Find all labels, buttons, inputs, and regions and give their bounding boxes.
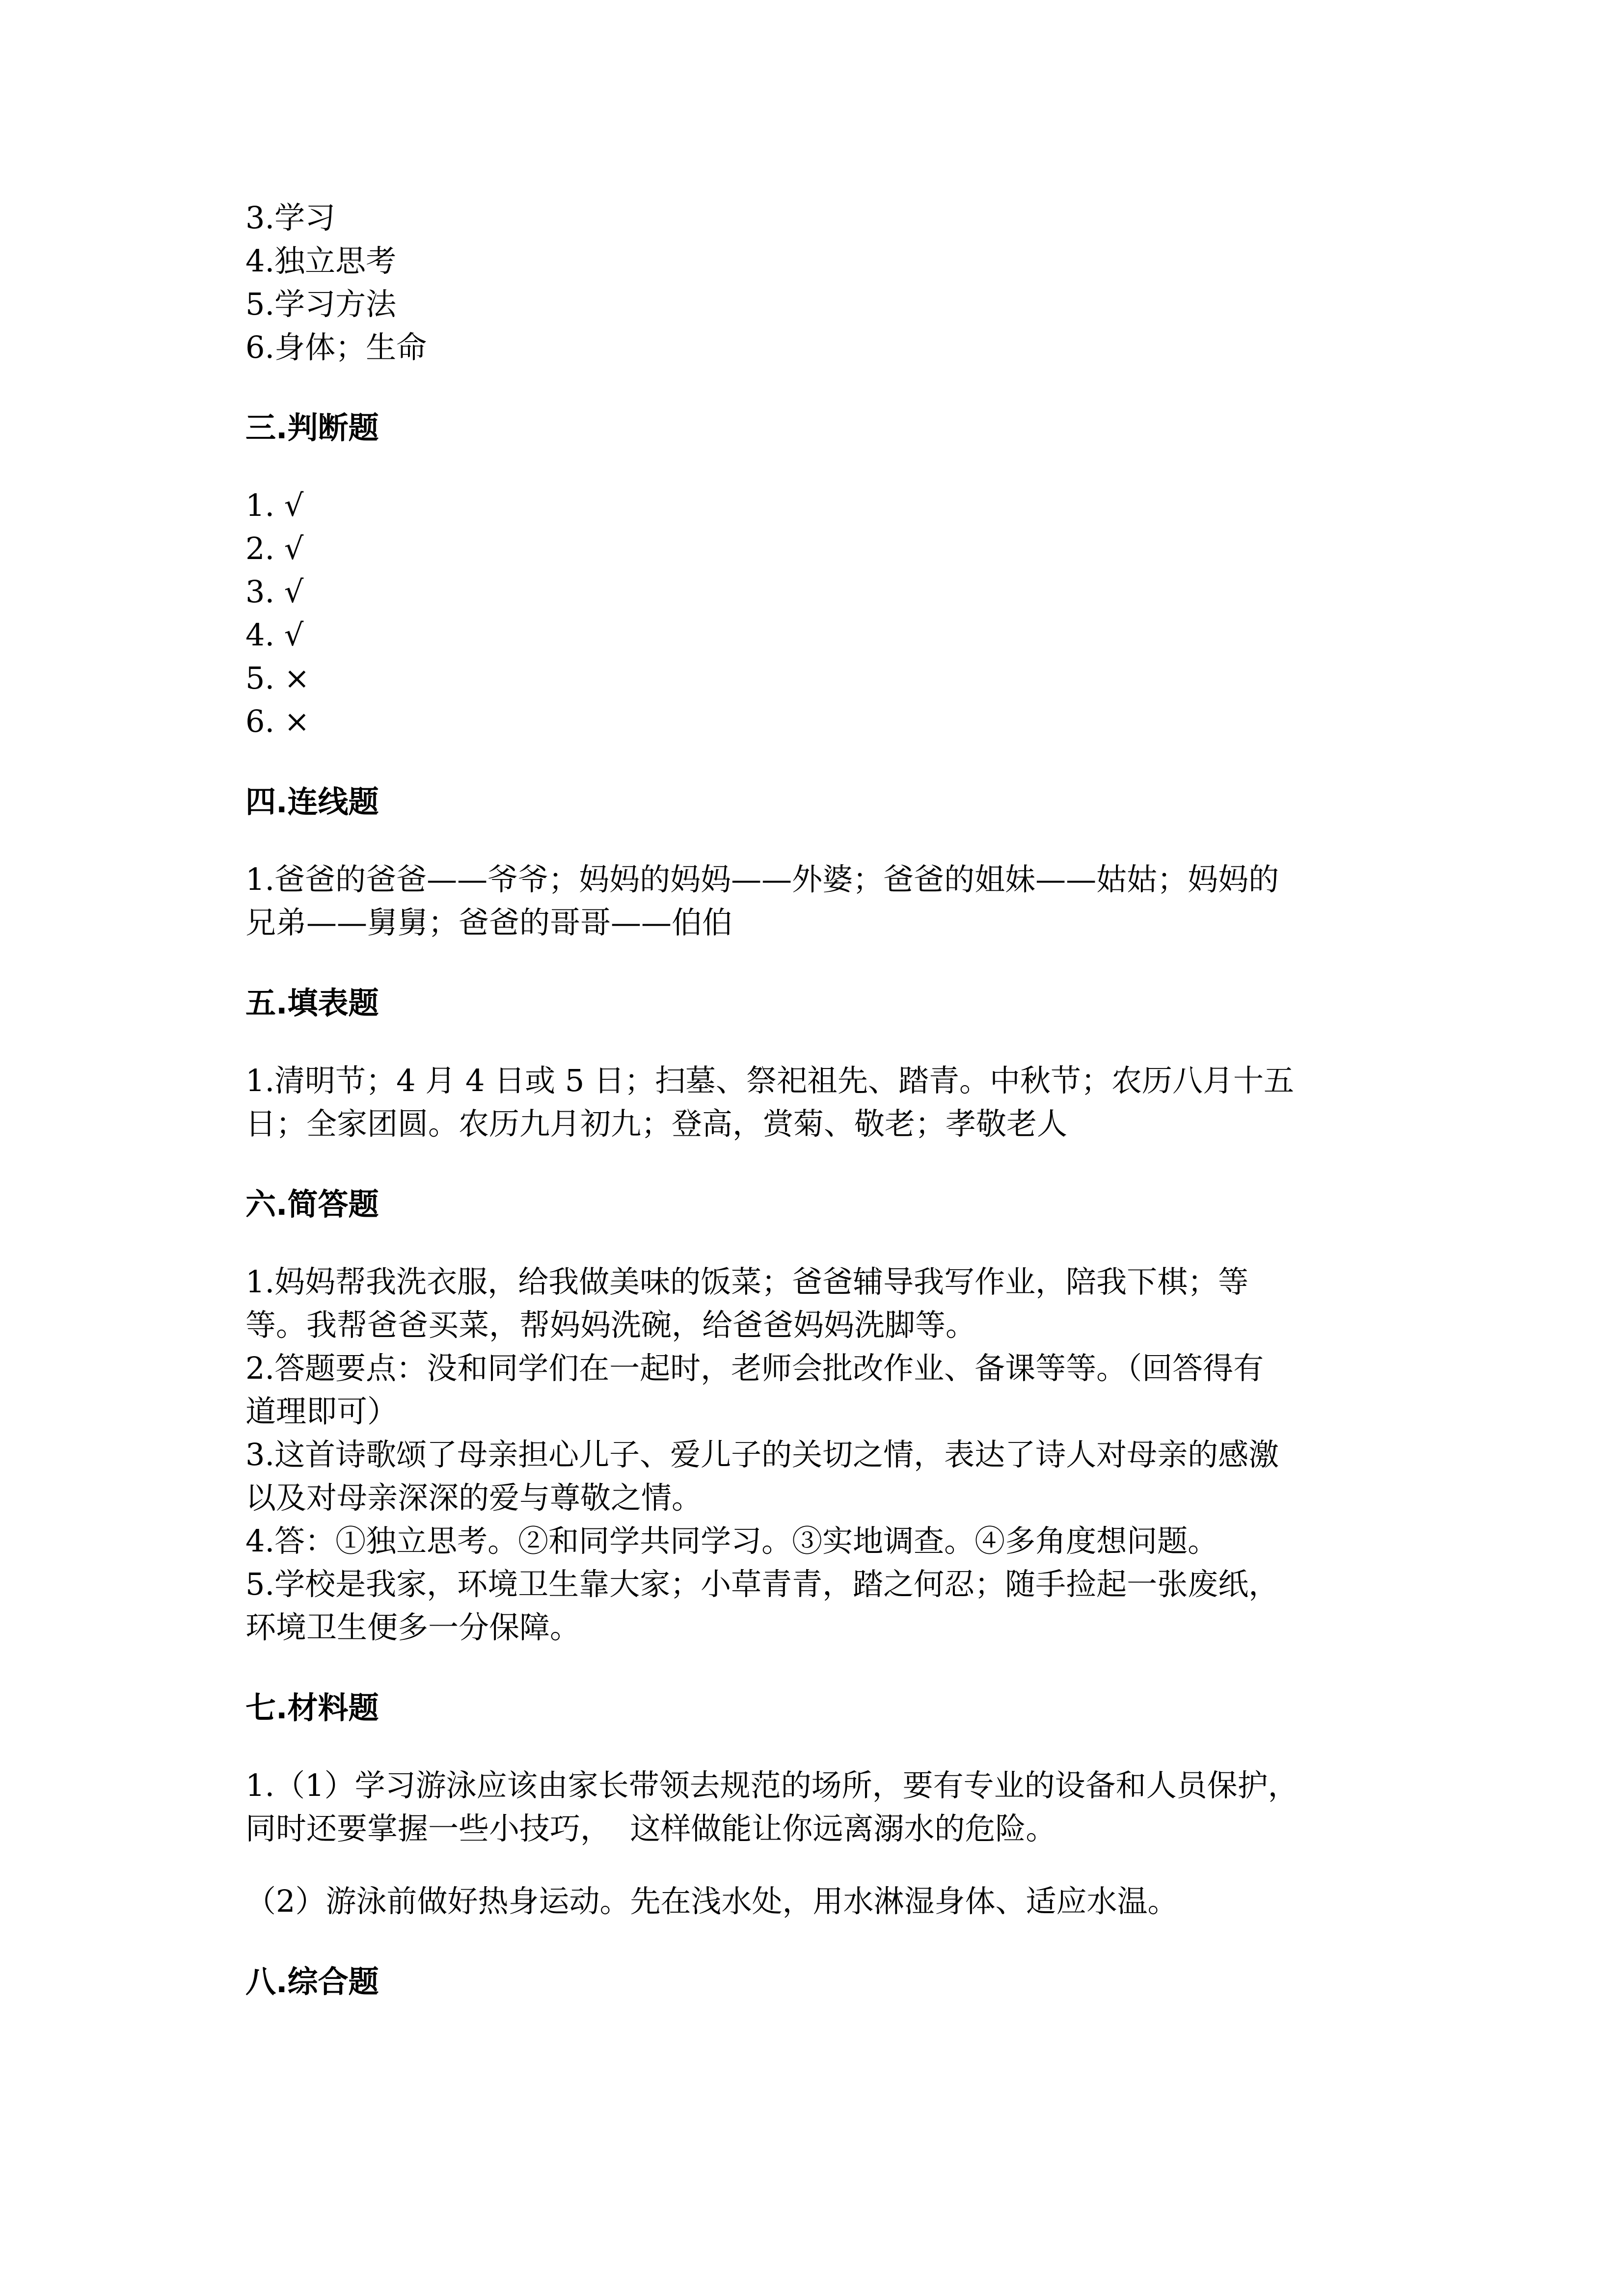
answer-line: 同时还要掌握一些小技巧， 这样做能让你远离溺水的危险。 <box>245 1811 1056 1846</box>
answer-line: 等。我帮爸爸买菜，帮妈妈洗碗，给爸爸妈妈洗脚等。 <box>245 1307 976 1343</box>
answer-line: 5.学习方法 <box>245 286 397 322</box>
section-heading-matching: 四.连线题 <box>245 784 379 820</box>
answer-line: 道理即可） <box>245 1393 398 1429</box>
answer-line: 5. × <box>245 660 310 696</box>
answer-line: 4.答：①独立思考。②和同学共同学习。③实地调查。④多角度想问题。 <box>245 1523 1218 1559</box>
answer-line: 3.这首诗歌颂了母亲担心儿子、爱儿子的关切之情，表达了诗人对母亲的感激 <box>245 1437 1279 1472</box>
section-short-answer-answers <box>245 1260 1375 1649</box>
answer-line: 环境卫生便多一分保障。 <box>245 1609 581 1645</box>
answer-line: 日；全家团圆。农历九月初九；登高，赏菊、敬老；孝敬老人 <box>245 1106 1068 1142</box>
answer-line: 以及对母亲深深的爱与尊敬之情。 <box>245 1480 703 1516</box>
answer-line: 5.学校是我家，环境卫生靠大家；小草青青，踏之何忍；随手捡起一张废纸， <box>245 1566 1279 1602</box>
answer-line: （2）游泳前做好热身运动。先在浅水处，用水淋湿身体、适应水温。 <box>245 1883 1178 1919</box>
answer-line: 4. √ <box>245 617 304 653</box>
answer-line: 6.身体；生命 <box>245 329 427 365</box>
section-heading-judgment: 三.判断题 <box>245 410 379 446</box>
answer-line: 1.（1）学习游泳应该由家长带领去规范的场所，要有专业的设备和人员保护， <box>245 1767 1299 1803</box>
answer-line: 2. √ <box>245 531 304 566</box>
section-table-answers <box>245 1059 1375 1146</box>
answer-line: 1.清明节；4 月 4 日或 5 日；扫墓、祭祀祖先、踏青。中秋节；农历八月十五 <box>245 1063 1295 1098</box>
answer-line: 1.爸爸的爸爸——爷爷；妈妈的妈妈——外婆；爸爸的姐妹——姑姑；妈妈的 <box>245 861 1279 897</box>
section-judgment-answers <box>245 484 1375 743</box>
section-heading-table: 五.填表题 <box>245 985 379 1021</box>
answer-line: 1. √ <box>245 487 304 523</box>
answer-page <box>245 196 1375 2003</box>
answer-line: 2.答题要点：没和同学们在一起时，老师会批改作业、备课等等。（回答得有 <box>245 1350 1264 1386</box>
answer-line: 3. √ <box>245 574 304 610</box>
answer-line: 4.独立思考 <box>245 243 397 279</box>
answer-line: 3.学习 <box>245 200 336 236</box>
section-heading-short-answer: 六.简答题 <box>245 1186 379 1222</box>
answer-line: 6. × <box>245 703 310 739</box>
section-heading-comprehensive: 八.综合题 <box>245 1964 379 2000</box>
fill-blank-continued <box>245 196 1375 369</box>
section-material-answers <box>245 1764 1375 1923</box>
answer-line: 1.妈妈帮我洗衣服，给我做美味的饭菜；爸爸辅导我写作业，陪我下棋；等 <box>245 1264 1249 1300</box>
section-heading-material: 七.材料题 <box>245 1690 379 1726</box>
answer-line: 兄弟——舅舅；爸爸的哥哥——伯伯 <box>245 905 733 940</box>
section-matching-answers <box>245 858 1375 944</box>
